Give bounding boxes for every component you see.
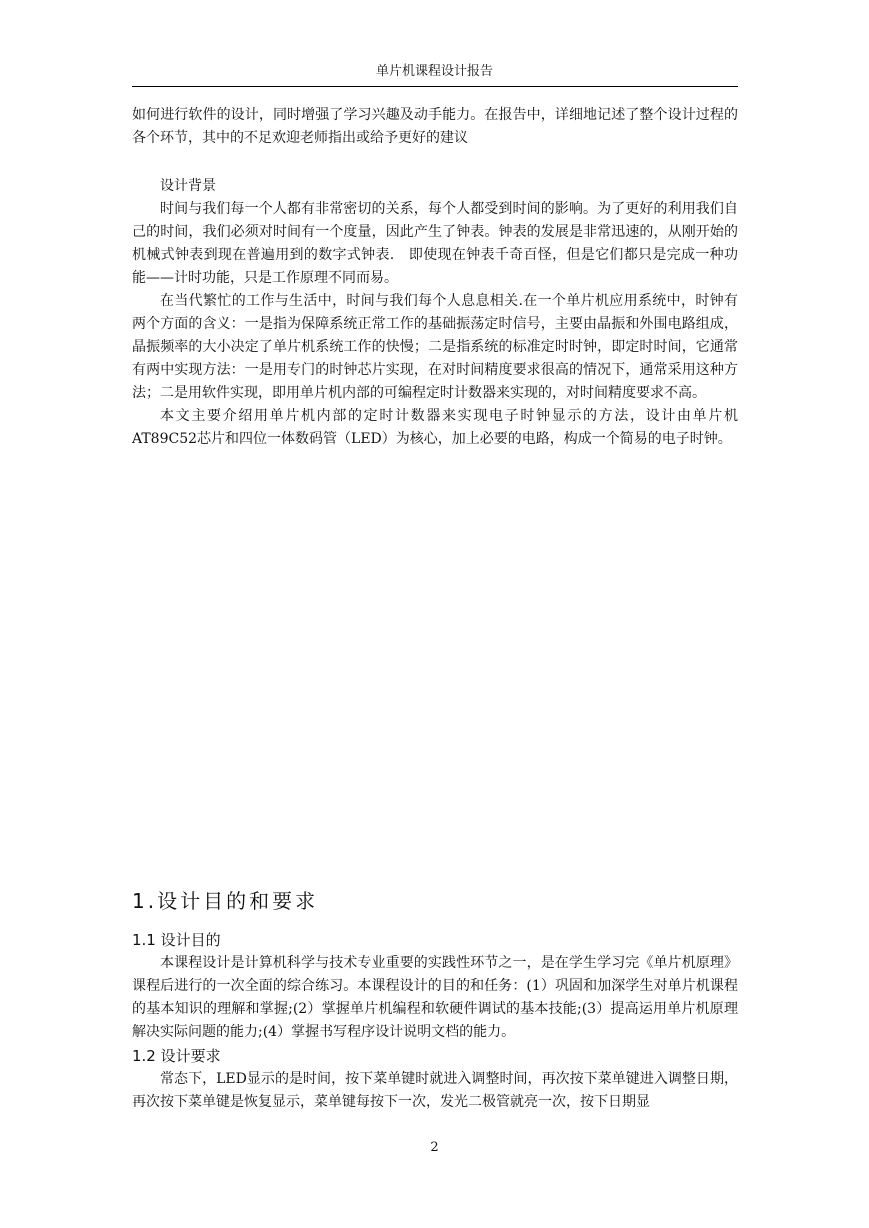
section-1-1-text: 本课程设计是计算机科学与技术专业重要的实践性环节之一，是在学生学习完《单片机原理》课程后进行的一次全面的综合练习。本课程设计的目的和任务：(1）巩固和加深学生对单片机课程的基本知识的理解和掌握;(2）掌握单片机编程和软硬件调试的基本技能;(3）提高运用单片机原理解决实际问题的能力;(4）掌握书写程序设计说明文档的能力。 xyxy=(132,955,738,1040)
running-header: 单片机课程设计报告 xyxy=(375,64,493,79)
section-1-2-title: 1.2 设计要求 xyxy=(132,1047,221,1065)
section-1-body xyxy=(132,928,738,1114)
section-1-2-text: 常态下，LED显示的是时间，按下菜单键时就进入调整时间，再次按下菜单键进入调整日期，再次按下菜单键是恢复显示，菜单键每按下一次，发光二极管就亮一次，按下日期显 xyxy=(132,1071,738,1110)
background-paragraph-2: 在当代繁忙的工作与生活中，时间与我们每个人息息相关.在一个单片机应用系统中，时钟有两个方面的含义：一是指为保障系统正常工作的基础振荡定时信号，主要由晶振和外围电路组成，晶振频率的大小决定了单片机系统工作的快慢；二是指系统的标准定时时钟，即定时时间，它通常有两中实现方法：一是用专门的时钟芯片实现，在对时间精度要求很高的情况下，通常采用这种方法；二是用软件实现，即用单片机内部的可编程定时计数器来实现的，对时间精度要求不高。 xyxy=(132,293,738,401)
intro-paragraph: 如何进行软件的设计，同时增强了学习兴趣及动手能力。在报告中，详细地记述了整个设计过程的各个环节，其中的不足欢迎老师指出或给予更好的建议 xyxy=(132,107,738,146)
header-divider xyxy=(132,86,738,87)
background-section xyxy=(132,175,738,451)
background-heading: 设计背景 xyxy=(160,178,216,194)
intro-continued xyxy=(132,104,738,150)
page-number: 2 xyxy=(430,1140,439,1155)
section-1-1-title: 1.1 设计目的 xyxy=(132,931,221,949)
background-paragraph-1: 时间与我们每一个人都有非常密切的关系，每个人都受到时间的影响。为了更好的利用我们自己的时间，我们必须对时间有一个度量，因此产生了钟表。钟表的发展是非常迅速的，从刚开始的机械式钟表到现在普遍用到的数字式钟表. 即使现在钟表千奇百怪，但是它们都只是完成一种功能——计时功能，只是工作原理不同而易。 xyxy=(132,201,738,286)
background-paragraph-3: 本文主要介绍用单片机内部的定时计数器来实现电子时钟显示的方法，设计由单片机AT89C52芯片和四位一体数码管（LED）为核心，加上必要的电路，构成一个简易的电子时钟。 xyxy=(132,408,738,447)
section-1-title: 1.设计目的和要求 xyxy=(132,889,319,913)
